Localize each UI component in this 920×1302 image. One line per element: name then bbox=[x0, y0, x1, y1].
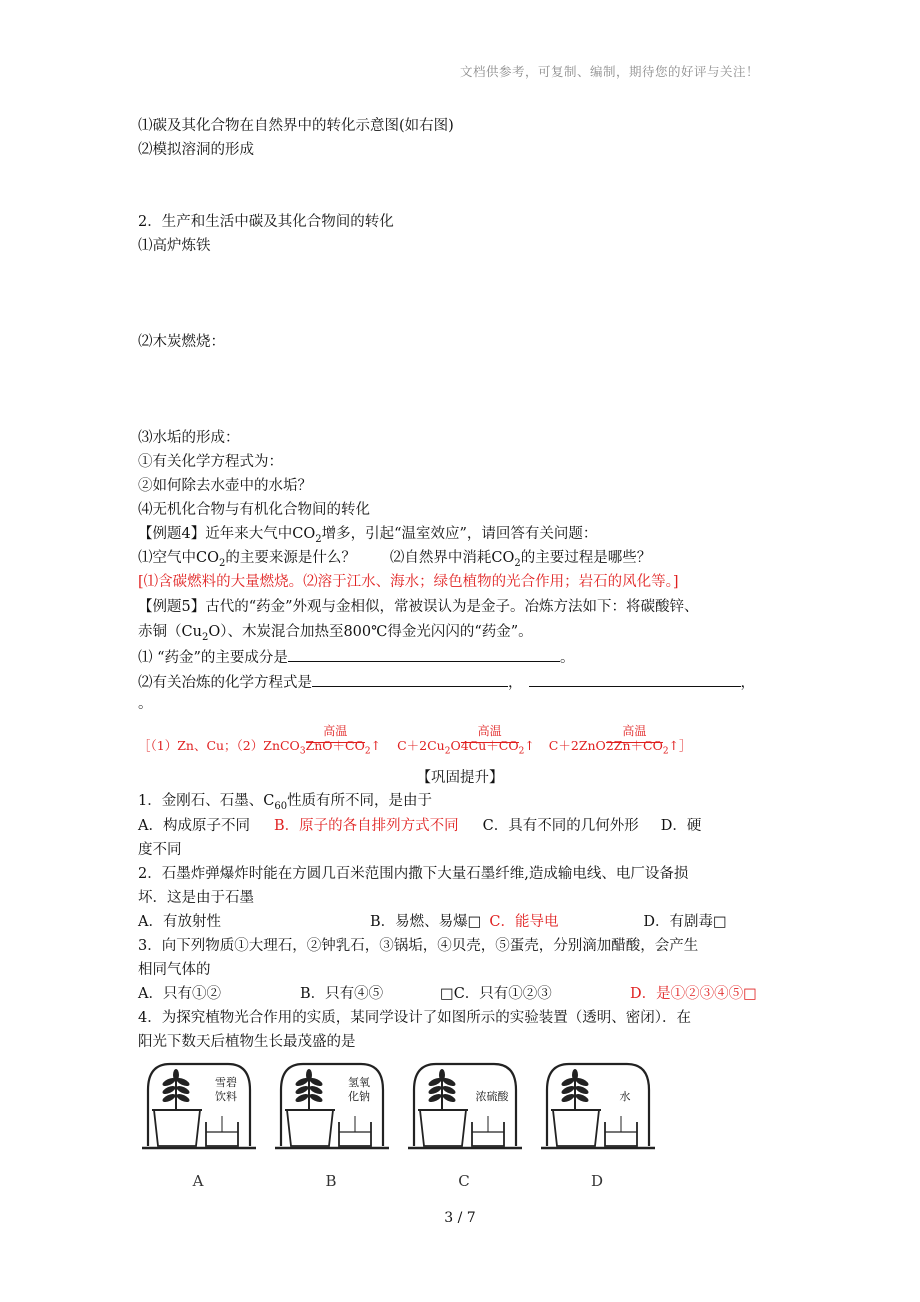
plant-pot bbox=[154, 1110, 200, 1146]
leaf bbox=[441, 1084, 456, 1095]
question2-line1: 2．石墨炸弹爆炸时能在方圆几百米范围内撒下大量石墨纤维,造成输电线、电厂设备损 bbox=[138, 866, 689, 882]
answer-blank-1[interactable] bbox=[288, 646, 560, 662]
section2-title: 2．生产和生活中碳及其化合物间的转化 bbox=[138, 214, 394, 230]
leaf bbox=[560, 1092, 575, 1103]
example4-parts: ⑴空气中$CO_2$的主要来源是什么？ ⑵自然界中消耗$CO_2$的主要过程是哪些？ bbox=[138, 550, 652, 569]
reaction-condition: 高温 4Cu＋CO bbox=[461, 736, 519, 756]
leaf bbox=[560, 1084, 575, 1095]
leaf bbox=[294, 1084, 309, 1095]
example5-line2: 赤铜$(Cu_2O)$、木炭混合加热至800℃得金光闪闪的“药金”。 bbox=[138, 624, 533, 643]
leaf bbox=[572, 1069, 578, 1081]
leaf bbox=[173, 1069, 179, 1081]
option-2b[interactable]: B．易燃、易爆□ bbox=[370, 914, 482, 930]
section1-line1: ⑴碳及其化合物在自然界中的转化示意图(如右图) bbox=[138, 118, 454, 134]
jar-c bbox=[408, 1064, 522, 1190]
plant-pot bbox=[553, 1110, 599, 1146]
option-3c[interactable]: □C．只有①②③ bbox=[440, 986, 552, 1002]
option-1c[interactable]: C．具有不同的几何外形 bbox=[482, 818, 639, 834]
example5-q1: ⑴ “药金”的主要成分是 。 bbox=[138, 646, 574, 668]
jar-a bbox=[142, 1064, 256, 1190]
section2-item2: ⑵木炭燃烧： bbox=[138, 334, 225, 350]
section2-item1: ⑴高炉炼铁 bbox=[138, 238, 211, 254]
liquid-label: 饮料 bbox=[215, 1090, 237, 1103]
answer-blank-3[interactable] bbox=[529, 671, 741, 687]
leaf bbox=[161, 1084, 176, 1095]
example4-tag: 【例题4】 bbox=[138, 526, 206, 542]
leaf bbox=[427, 1084, 442, 1095]
liquid-label: 水 bbox=[619, 1090, 631, 1103]
question3-line2: 相同气体的 bbox=[138, 962, 211, 978]
question3-line1: 3．向下列物质①大理石，②钟乳石，③锅垢，④贝壳，⑤蛋壳，分别滴加醋酸，会产生 bbox=[138, 938, 699, 954]
plant-pot bbox=[287, 1110, 333, 1146]
option-2c[interactable]: C．能导电 bbox=[489, 914, 559, 930]
header-note: 文档供参考，可复制、编制，期待您的好评与关注！ bbox=[460, 64, 760, 79]
jar-label: D bbox=[590, 1172, 604, 1190]
section2-sub2: ②如何除去水壶中的水垢？ bbox=[138, 478, 312, 494]
liquid-label: 雪碧 bbox=[215, 1076, 237, 1089]
example4-question: 【例题4】近年来大气中$CO_2$增多，引起“温室效应”，请回答有关问题： bbox=[138, 526, 598, 545]
consolidate-title: 【巩固提升】 bbox=[416, 770, 504, 786]
reaction-condition: 高温 ZnO＋CO bbox=[306, 736, 365, 756]
liquid-label: 浓硫酸 bbox=[475, 1090, 509, 1103]
plant-pot bbox=[420, 1110, 466, 1146]
experiment-figure bbox=[140, 1060, 680, 1195]
bell-jar-outline bbox=[414, 1064, 516, 1146]
option-2a[interactable]: A．有放射性 bbox=[138, 914, 221, 930]
leaf bbox=[441, 1092, 456, 1103]
page-number: 3 / 7 bbox=[444, 1210, 476, 1226]
example5-period: 。 bbox=[138, 696, 153, 712]
leaf bbox=[306, 1069, 312, 1081]
example5-answer: ［（1）Zn、Cu；（2）ZnCO$_3$ 高温 $ZnO+CO_2↑$ $C+2Cu_2O$ 高温 $4Cu+CO_2↑$ C＋2ZnO 高温 $2Zn+CO_2↑]$ bbox=[138, 736, 692, 762]
option-3b[interactable]: B．只有④⑤ bbox=[300, 986, 384, 1002]
leaf bbox=[308, 1084, 323, 1095]
bell-jar-outline bbox=[547, 1064, 649, 1146]
question1: 1．金刚石、石墨、$C_{60}$性质有所不同，是由于 bbox=[138, 793, 433, 812]
question2-line2: 坏．这是由于石墨 bbox=[138, 890, 254, 906]
leaf bbox=[574, 1092, 589, 1103]
leaf bbox=[294, 1092, 309, 1103]
example5-q2: ⑵有关冶炼的化学方程式是 ， ， bbox=[138, 671, 755, 693]
question4-line2: 阳光下数天后植物生长最茂盛的是 bbox=[138, 1034, 356, 1050]
answer-blank-2[interactable] bbox=[312, 671, 508, 687]
leaf bbox=[439, 1069, 445, 1081]
leaf bbox=[427, 1092, 442, 1103]
jar-label: B bbox=[325, 1172, 337, 1190]
jar-label: C bbox=[458, 1172, 470, 1190]
option-2d[interactable]: D．有剧毒□ bbox=[643, 914, 727, 930]
option-3a[interactable]: A．只有①② bbox=[138, 986, 221, 1002]
jar-d bbox=[541, 1064, 655, 1190]
leaf bbox=[308, 1092, 323, 1103]
section2-sub1: ①有关化学方程式为： bbox=[138, 454, 283, 470]
option-1d[interactable]: D．硬 bbox=[660, 818, 702, 834]
question3-options bbox=[138, 984, 757, 1004]
question4-line1: 4．为探究植物光合作用的实质，某同学设计了如图所示的实验装置（透明、密闭）．在 bbox=[138, 1010, 691, 1026]
question1-options bbox=[138, 816, 701, 836]
example5-tag: 【例题5】 bbox=[138, 599, 206, 615]
question1-option-d-cont: 度不同 bbox=[138, 842, 182, 858]
jar-b bbox=[275, 1064, 389, 1190]
section1-line2: ⑵模拟溶洞的形成 bbox=[138, 142, 254, 158]
section2-item3: ⑶水垢的形成： bbox=[138, 430, 240, 446]
option-1b[interactable]: B．原子的各自排列方式不同 bbox=[273, 818, 459, 834]
example5-line1: 【例题5】古代的“药金”外观与金相似，常被误认为是金子。冶炼方法如下：将碳酸锌、 bbox=[138, 599, 699, 615]
leaf bbox=[574, 1084, 589, 1095]
question2-options bbox=[138, 912, 727, 932]
example4-answer: [⑴含碳燃料的大量燃烧。⑵溶于江水、海水；绿色植物的光合作用；岩石的风化等。] bbox=[138, 574, 679, 590]
leaf bbox=[175, 1092, 190, 1103]
option-3d[interactable]: D．是①②③④⑤□ bbox=[630, 986, 757, 1002]
jar-label: A bbox=[192, 1172, 204, 1190]
section2-item4: ⑷无机化合物与有机化合物间的转化 bbox=[138, 502, 370, 518]
reaction-condition: 高温 2Zn＋CO bbox=[606, 736, 663, 756]
option-1a[interactable]: A．构成原子不同 bbox=[138, 818, 250, 834]
leaf bbox=[175, 1084, 190, 1095]
leaf bbox=[161, 1092, 176, 1103]
liquid-label: 氢氧 bbox=[348, 1076, 370, 1089]
liquid-label: 化钠 bbox=[348, 1090, 370, 1103]
